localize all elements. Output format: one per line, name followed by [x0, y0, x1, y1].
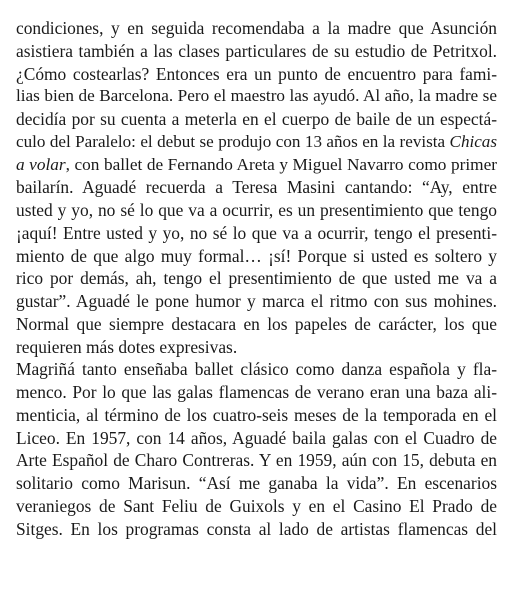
- text-segment: menco. Por lo que las galas flamencas de verano eran una baza ali-: [16, 382, 497, 402]
- text-line: [16, 40, 497, 63]
- text-segment: decidía por su cuenta a meterla en el cuerpo de baile de un espectá-: [16, 109, 497, 129]
- text-segment: Liceo. En 1957, con 14 años, Aguadé baila galas con el Cuadro de: [16, 427, 497, 448]
- italic-title-text: Chicas: [449, 131, 497, 151]
- text-line: [16, 267, 497, 290]
- text-segment: lias bien de Barcelona. Pero el maestro las ayudó. Al año, la madre se: [16, 86, 497, 106]
- text-line: [16, 85, 497, 108]
- text-segment: solitario como Marisun. “Así me ganaba la vida”. En escenarios: [16, 473, 497, 493]
- text-line: [16, 154, 497, 177]
- text-segment: bailarín. Aguadé recuerda a Teresa Masini cantando: “Ay, entre: [16, 177, 497, 198]
- text-line: [16, 381, 497, 404]
- text-segment: requieren más dotes expresivas.: [16, 336, 238, 357]
- text-line: [16, 518, 497, 541]
- text-segment: , con ballet de Fernando Areta y Miguel Navarro como primer: [65, 154, 497, 174]
- text-segment: asistiera también a las clases particulares de su estudio de Petritxol.: [16, 40, 497, 61]
- italic-title-text: a volar: [16, 154, 66, 174]
- text-segment: veraniegos de Sant Feliu de Guixols y en el Casino El Prado de: [16, 495, 497, 516]
- text-segment: Sitges. En los programas consta al lado de artistas flamencas del: [16, 518, 497, 539]
- text-line: [16, 427, 497, 450]
- text-line: [16, 313, 497, 336]
- text-segment: culo del Paralelo: el debut se produjo con 13 años en la revista: [16, 131, 450, 151]
- paragraph: [16, 358, 497, 540]
- text-segment: ¡aquí! Entre usted y yo, no sé lo que va a ocurrir, tengo el presenti-: [16, 222, 497, 243]
- paragraph: [16, 17, 497, 358]
- text-line: [16, 108, 497, 131]
- document-page: [16, 17, 497, 540]
- text-line: [16, 449, 497, 472]
- text-line: [16, 472, 497, 495]
- text-segment: Normal que siempre destacara en los papeles de carácter, los que: [16, 313, 497, 334]
- text-line: [16, 245, 497, 268]
- text-line: [16, 336, 497, 359]
- text-segment: rico por demás, ah, tengo el presentimiento de que usted me va a: [16, 268, 497, 289]
- text-segment: menticia, al término de los cuatro-seis meses de la temporada en el: [16, 404, 497, 425]
- text-line: [16, 17, 497, 40]
- text-segment: miento de que algo muy formal… ¡sí! Porque si usted es soltero y: [16, 245, 497, 266]
- text-segment: usted y yo, no sé lo que va a ocurrir, es un presentimiento que tengo: [16, 200, 497, 220]
- text-line: [16, 176, 497, 199]
- text-line: [16, 290, 497, 313]
- text-line: [16, 495, 497, 518]
- text-segment: Arte Español de Charo Contreras. Y en 1959, aún con 15, debuta en: [16, 450, 497, 471]
- text-line: [16, 404, 497, 427]
- text-line: [16, 199, 497, 222]
- text-segment: ¿Cómo costearlas? Entonces era un punto de encuentro para fami-: [16, 63, 497, 84]
- text-segment: condiciones, y en seguida recomendaba a la madre que Asunción: [16, 18, 497, 38]
- text-line: [16, 131, 497, 154]
- text-line: [16, 63, 497, 86]
- text-segment: gustar”. Aguadé le pone humor y marca el ritmo con sus mohines.: [16, 291, 497, 311]
- text-segment: Magriñá tanto enseñaba ballet clásico como danza española y fla-: [16, 359, 497, 380]
- text-line: [16, 222, 497, 245]
- text-line: [16, 358, 497, 381]
